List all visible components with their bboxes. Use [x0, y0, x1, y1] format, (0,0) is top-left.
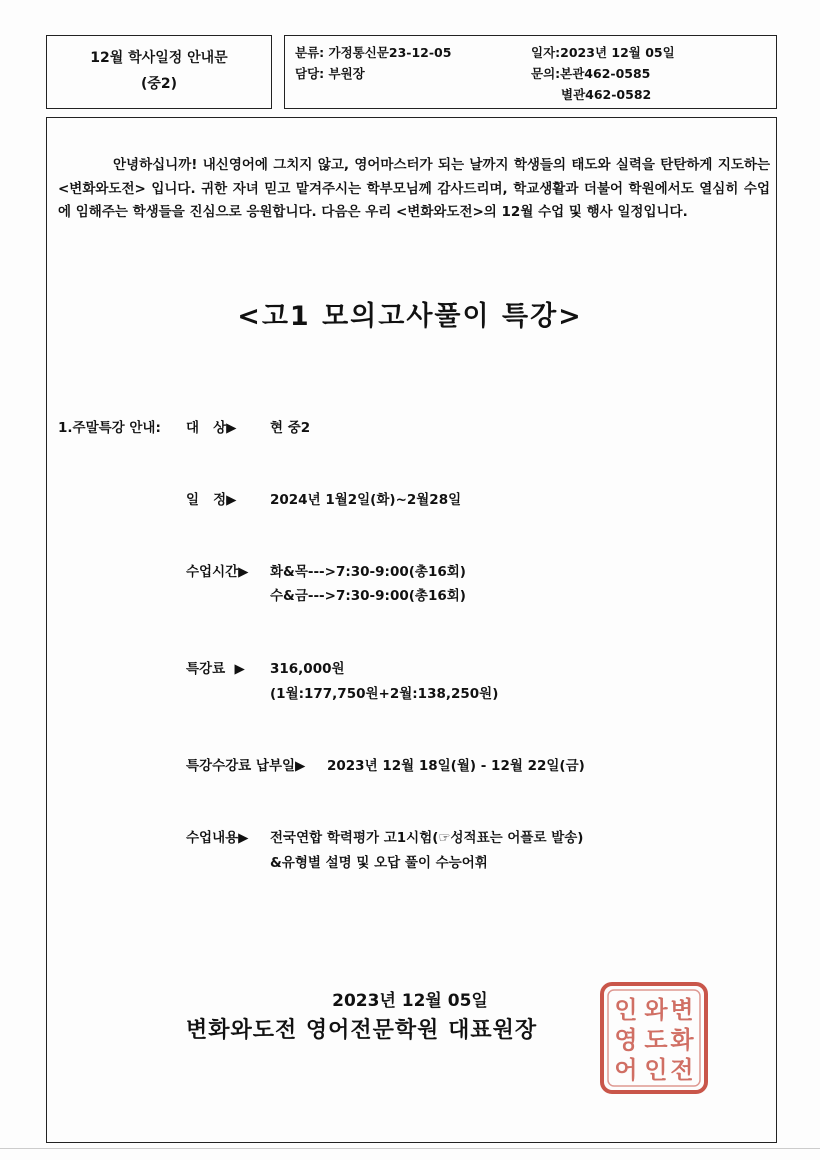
intro-paragraph: 안녕하십니까! 내신영어에 그치지 않고, 영어마스터가 되는 날까지 학생들의 태도와 실력을 탄탄하게 지도하는 <변화와도전> 입니다. 귀한 자녀 믿고 맡겨주시는 학부모님께 감사드리며, 학교생활과 더불어 학원에서도 열심히 수업에 임해주는 학생들을 진심으로 응원합니다. 다음은 우리 <변화와도전>의 12월 수업 및 행사 일정입니다. — [58, 157, 770, 220]
document-grade: (중2) — [140, 76, 178, 92]
svg-text:변: 변 — [670, 995, 694, 1024]
meta-date: 일자:2023년 12월 05일 — [531, 45, 675, 60]
payment-label: 특강수강료 납부일▶ — [186, 758, 306, 774]
content-line-2: &유형별 설명 및 오답 풀이 수능어휘 — [270, 855, 488, 871]
svg-text:화: 화 — [670, 1025, 694, 1054]
svg-text:와: 와 — [644, 995, 668, 1024]
svg-text:도: 도 — [644, 1025, 668, 1054]
document-title-box — [46, 35, 272, 109]
official-seal-stamp — [598, 980, 710, 1096]
fee-breakdown: (1월:177,750원+2월:138,250원) — [270, 686, 499, 702]
page-bottom-edge — [0, 1148, 820, 1149]
class-time-label: 수업시간▶ — [186, 564, 249, 580]
main-heading: <고1 모의고사풀이 특강> — [237, 301, 583, 332]
meta-category: 분류: 가정통신문23-12-05 — [295, 45, 452, 60]
svg-text:영: 영 — [614, 1025, 638, 1054]
svg-text:어: 어 — [614, 1055, 638, 1084]
target-value: 현 중2 — [270, 420, 311, 436]
class-time-1: 화&목--->7:30-9:00(총16회) — [270, 564, 466, 580]
fee-value: 316,000원 — [270, 661, 345, 677]
meta-contact-main: 문의:본관462-0585 — [531, 66, 651, 81]
class-time-2: 수&금--->7:30-9:00(총16회) — [270, 588, 466, 604]
schedule-value: 2024년 1월2일(화)~2월28일 — [270, 492, 462, 508]
document-title: 12월 학사일정 안내문 — [90, 50, 228, 66]
content-line-1: 전국연합 학력평가 고1시험(☞성적표는 어플로 발송) — [270, 830, 584, 846]
schedule-label: 일 정▶ — [186, 492, 237, 508]
target-label: 대 상▶ — [186, 420, 237, 436]
intro-section — [58, 154, 770, 225]
meta-contact-annex: 별관462-0582 — [561, 87, 652, 102]
svg-text:전: 전 — [670, 1055, 694, 1084]
document-meta-box — [284, 35, 777, 109]
fee-label: 특강료 ▶ — [186, 661, 245, 677]
content-label: 수업내용▶ — [186, 830, 249, 846]
meta-manager: 담당: 부원장 — [295, 66, 365, 81]
footer-signature: 변화와도전 영어전문학원 대표원장 — [186, 1018, 538, 1043]
footer-date: 2023년 12월 05일 — [332, 991, 488, 1011]
payment-value: 2023년 12월 18일(월) - 12월 22일(금) — [327, 758, 585, 774]
section-label: 1.주말특강 안내: — [58, 420, 161, 436]
svg-text:인: 인 — [644, 1055, 668, 1084]
svg-text:인: 인 — [614, 995, 638, 1024]
